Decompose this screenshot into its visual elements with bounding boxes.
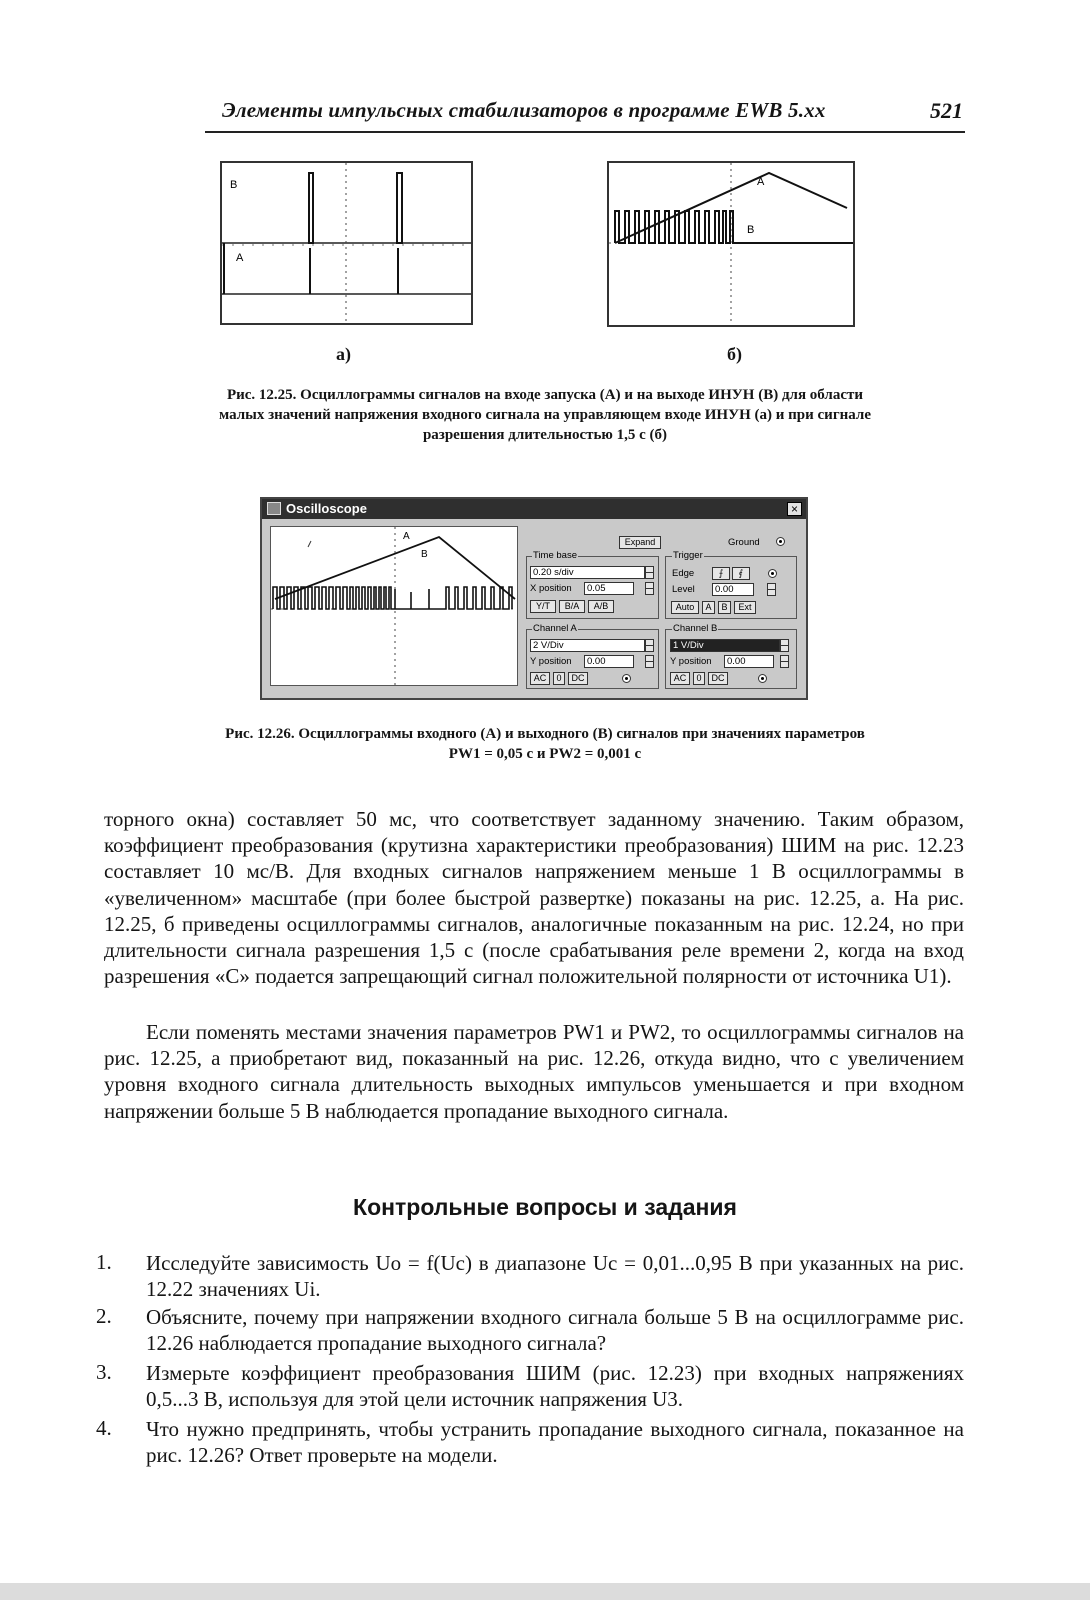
channel-a-y-position-field[interactable]: 0.00	[584, 655, 634, 668]
caption-line: PW1 = 0,05 с и PW2 = 0,001 с	[448, 746, 642, 762]
question-text: Исследуйте зависимость Uo = f(Uc) в диапазоне Uc = 0,01...0,95 В при указанных на рис. 12.22 значениях Ui.	[146, 1251, 964, 1301]
edge-label: Edge	[672, 568, 695, 579]
figure-12-25a-scope	[220, 161, 473, 325]
channel-a-dc-button[interactable]: DC	[568, 672, 588, 685]
caption-line: разрешения длительностью 1,5 с (б)	[422, 427, 668, 443]
trigger-auto-button[interactable]: Auto	[671, 601, 699, 614]
x-position-spinner[interactable]	[645, 582, 654, 595]
ground-label: Ground	[728, 537, 760, 548]
trace-a-label: A	[236, 252, 244, 264]
time-base-spinner[interactable]	[645, 566, 654, 579]
trace-b-label: B	[421, 549, 428, 560]
oscilloscope-titlebar[interactable]	[262, 499, 806, 519]
scan-bottom-edge	[0, 1583, 1090, 1600]
channel-b-scale-field[interactable]: 1 V/Div	[670, 639, 780, 652]
channel-b-y-position-field[interactable]: 0.00	[724, 655, 774, 668]
trace-b-label: B	[747, 224, 755, 236]
question-text: Что нужно предпринять, чтобы устранить пропадание выходного сигнала, показанное на рис. 12.26? Ответ проверьте на модели.	[146, 1417, 964, 1467]
time-base-label: Time base	[533, 550, 577, 561]
channel-b-radio[interactable]	[758, 674, 767, 683]
caption-line: Рис. 12.26. Осциллограммы входного (А) и выходного (В) сигналов при значениях параметров	[225, 726, 865, 742]
figure-12-25a-sublabel: а)	[336, 344, 351, 364]
channel-a-ac-button[interactable]: AC	[530, 672, 550, 685]
edge-radio[interactable]	[768, 569, 777, 578]
running-header-title: Элементы импульсных стабилизаторов в программе EWB 5.xx	[222, 98, 826, 122]
channel-b-y-position-spinner[interactable]	[780, 655, 789, 668]
oscilloscope-window	[260, 497, 808, 700]
expand-button[interactable]: Expand	[619, 536, 661, 549]
trace-b-label: B	[230, 179, 238, 191]
question-number: 3.	[96, 1360, 112, 1384]
caption-line: Рис. 12.25. Осциллограммы сигналов на входе запуска (А) и на выходе ИНУН (В) для области	[226, 387, 864, 403]
channel-a-scale-field[interactable]: 2 V/Div	[530, 639, 645, 652]
stray-mark	[308, 541, 311, 547]
trace-b-pulse-train	[273, 587, 512, 609]
trace-a-label: A	[757, 176, 765, 188]
channel-b-zero-button[interactable]: 0	[693, 672, 705, 685]
oscilloscope-app-icon	[267, 502, 281, 515]
figure-12-26-caption	[125, 724, 965, 764]
x-position-field[interactable]: 0.05	[584, 582, 634, 595]
trace-b-pulse-2	[397, 173, 402, 243]
level-field[interactable]: 0.00	[712, 583, 754, 596]
mode-ba-button[interactable]: B/A	[559, 600, 585, 613]
question-text: Объясните, почему при напряжении входного сигнала больше 5 В на осциллограмме рис. 12.26 наблюдается пропадание выходного сигнала?	[146, 1305, 964, 1355]
channel-b-y-position-label: Y position	[670, 656, 712, 667]
question-text: Измерьте коэффициент преобразования ШИМ (рис. 12.23) при входных напряжениях 0,5...3 В, используя для этой цели источник напряжения U3.	[146, 1361, 964, 1411]
channel-a-y-position-label: Y position	[530, 656, 572, 667]
figure-12-25b-sublabel: б)	[727, 344, 742, 364]
channel-a-label: Channel A	[533, 623, 577, 634]
body-paragraph-1: торного окна) составляет 50 мс, что соответствует заданному значению. Таким образом, коэффициент преобразования (крутизна характеристики преобразования) ШИМ на рис. 12.23 составляет 10 мс/В. Для входных сигналов напряжением меньше 1 В осциллограммы в «увеличенном» масштабе (при более быстрой развертке) показаны на рис. 12.25, а. На рис. 12.25, б приведены осциллограммы сигналов, аналогичные показанным на рис. 12.24, но при длительности сигнала разрешения 1,5 с (после срабатывания реле времени 2, когда на вход разрешения «С» подается запрещающий сигнал положительной полярности от источника U1).	[104, 807, 964, 989]
channel-a-scale-spinner[interactable]	[645, 639, 654, 652]
level-label: Level	[672, 584, 695, 595]
channel-b-label: Channel B	[673, 623, 718, 634]
trace-b-pulse-1	[309, 173, 313, 243]
figure-12-25a-traces	[222, 163, 471, 323]
mode-yt-button[interactable]: Y/T	[530, 600, 556, 613]
x-position-label: X position	[530, 583, 572, 594]
trace-a-label: A	[403, 531, 410, 542]
figure-12-25b-scope	[607, 161, 855, 327]
section-heading: Контрольные вопросы и задания	[353, 1194, 737, 1220]
oscilloscope-traces	[271, 527, 517, 685]
ground-radio[interactable]	[776, 537, 785, 546]
trigger-ext-button[interactable]: Ext	[734, 601, 756, 614]
edge-rising-button[interactable]: ⨍	[712, 567, 730, 580]
channel-a-radio[interactable]	[622, 674, 631, 683]
question-number: 4.	[96, 1416, 112, 1440]
channel-b-dc-button[interactable]: DC	[708, 672, 728, 685]
page-number: 521	[930, 98, 963, 123]
caption-line: малых значений напряжения входного сигнала на управляющем входе ИНУН (а) и при сигнале	[219, 407, 871, 423]
edge-falling-button[interactable]: ⨐	[732, 567, 750, 580]
header-rule	[205, 131, 965, 133]
level-spinner[interactable]	[767, 583, 776, 596]
channel-b-scale-spinner[interactable]	[780, 639, 789, 652]
question-number: 2.	[96, 1304, 112, 1328]
channel-a-zero-button[interactable]: 0	[553, 672, 565, 685]
channel-a-y-position-spinner[interactable]	[645, 655, 654, 668]
oscilloscope-screen	[270, 526, 518, 686]
mode-ab-button[interactable]: A/B	[588, 600, 614, 613]
trigger-a-button[interactable]: A	[702, 601, 715, 614]
figure-12-25-caption	[125, 385, 965, 445]
close-icon[interactable]: ×	[787, 502, 802, 516]
trigger-label: Trigger	[673, 550, 703, 561]
trigger-b-button[interactable]: B	[718, 601, 731, 614]
oscilloscope-title: Oscilloscope	[286, 501, 367, 516]
body-paragraph-2: Если поменять местами значения параметров PW1 и PW2, то осциллограммы сигналов на рис. 12.25, а приобретают вид, показанный на рис. 12.26, откуда видно, что с увеличением уровня входного сигнала длительность выходных импульсов уменьшается и при входном напряжении больше 5 В наблюдается пропадание выходного сигнала.	[104, 1020, 964, 1123]
channel-b-ac-button[interactable]: AC	[670, 672, 690, 685]
figure-12-25b-traces	[609, 163, 853, 325]
time-base-field[interactable]: 0.20 s/div	[530, 566, 645, 579]
question-number: 1.	[96, 1250, 112, 1274]
